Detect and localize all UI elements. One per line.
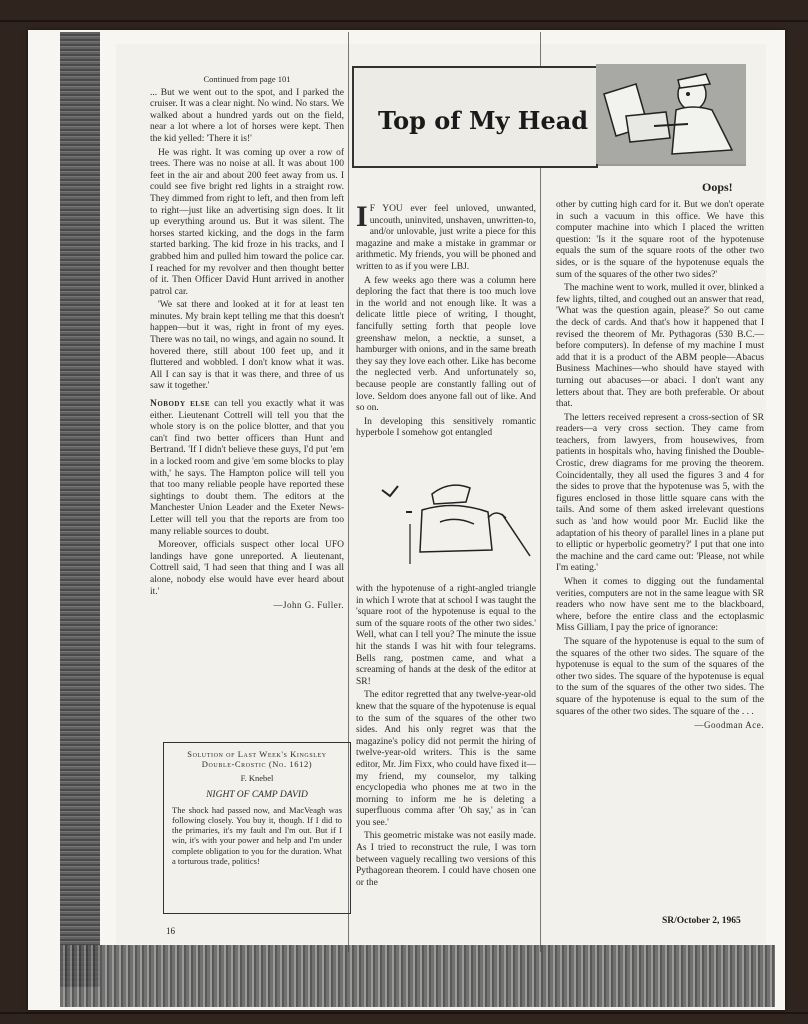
byline: —Goodman Ace. — [694, 720, 764, 731]
middle-column-lower — [356, 584, 536, 914]
paragraph: A few weeks ago there was a column here deploring the fact that there is too much love in the world and not enough like. It was a delicate little piece of writing, I thought, fancifully setting forth that people love greenshaw melon, a necktie, a sunset, a hamburger with onions, and in the same breath they say they love each other. Like has become the neglected verb. And unfortunately so, because people are constantly falling out of love. Seldom does anyone fall out of like. And so on. — [356, 275, 536, 414]
copier-edge-shadow — [60, 32, 100, 987]
table-plank — [0, 20, 808, 22]
doodle-cartoon — [370, 478, 540, 578]
page-number: 16 — [166, 926, 175, 936]
paragraph: The square of the hypotenuse is equal to the sum of the squares of the other two sides. The square of the hypotenuse is equal to the sum of the squares of the other two sides. The square of the hypotenuse is equal to the sum of the squares of the other two sides. The square of the hypotenuse is equal to the sum of the squares of the other two sides. The square of the . . . — [556, 636, 764, 717]
paragraph: other by cutting high card for it. But we don't operate in such a vacuum in this office. We have this computer machine into which I placed the written question: 'Is it the square root of the hypotenuse equals the sum of the square roots of the other two sides, or is the square of the hypotenuse equals the sum of the squares of the other two sides?' — [556, 200, 764, 280]
crostic-author: F. Knebel — [240, 773, 274, 784]
continued-note: Continued from page 101 — [203, 74, 291, 84]
section-title: Top of My Head — [378, 106, 589, 135]
drop-cap: I — [356, 204, 368, 233]
paragraph: In developing this sensitively romantic hyperbole I somehow got entangled — [356, 416, 536, 439]
paragraph: He was right. It was coming up over a row of trees. There was no noise at all. It was about 100 feet in the air and about 200 feet away from us. I could see five bright red lights in a straight row. They dimmed from right to left, and then from left to right—just like an advertising sign does. It lit up everything around us. But it was silent. The horses started kicking, and the dogs in the farm started barking. The kid froze in his tracks, and I grabbed him and pulled him toward the police car. I reached for my revolver and then thought better of it. Then Officer David Hunt arrived in another patrol car. — [150, 147, 344, 297]
paragraph: When it comes to digging out the fundamental verities, computers are not in the same league with SR readers who now have sent me to the blackboard, where, before the entire class and the ectoplasmic Miss Gilliam, I pay the price of ignorance: — [556, 577, 764, 634]
paragraph — [150, 399, 344, 538]
paragraph: Moreover, officials suspect other local UFO landings have gone unreported. A lieutenant, Cottrell said, 'I had seen that thing and I was all alone, nobody else would have ever heard about it.' — [150, 540, 344, 597]
right-column — [556, 200, 764, 906]
crostic-work-title: NIGHT OF CAMP DAVID — [206, 789, 308, 800]
paragraph — [356, 204, 536, 274]
sub-heading: Oops! — [702, 180, 733, 194]
lead-in: Nobody else — [150, 399, 210, 410]
table-plank — [0, 1012, 808, 1014]
crostic-text: The shock had passed now, and MacVeagh was following closely. You buy it, though. If I did to the primaries, it's my fault and I'm out. But if I win, it's with your power and help and I'm under complete obligation to you for the duration. What a torturous trade, politics! — [172, 804, 342, 866]
column-divider — [540, 32, 541, 952]
paragraph: 'We sat there and looked at it for at least ten minutes. My brain kept telling me that this doesn't happen—but it was, right in front of my eyes. There was no tail, no wings, and again no sound. It hovered there, still about 100 feet up, and it fluttered and wobbled. I don't know what it was. All I can say is that it was there, and three of us saw it together.' — [150, 300, 344, 392]
paragraph: This geometric mistake was not easily made. As I tried to reconstruct the rule, I was torn between vaguely recalling two versions of this Pythagorean theorem. I could have chosen one or the — [356, 831, 536, 888]
paragraph-text: F YOU ever feel unloved, unwanted, uncouth, uninvited, unshaven, unwritten-to, and/or unlovable, just write a piece for this magazine and make a mistake in grammar or arithmetic. My friends, you will be phoned and written to as if you were LBJ. — [356, 204, 536, 272]
crostic-solution-box — [163, 742, 351, 914]
left-column — [150, 74, 344, 726]
copier-bottom-shadow — [60, 945, 775, 1007]
header-cartoon-illustration — [596, 64, 746, 164]
paragraph: The editor regretted that any twelve-year-old knew that the square of the hypotenuse is equal to the sum of the squares of the other two sides. And his only regret was that the magazine's policy did not permit the hiring of twelve-year-old writers. This is the same editor, Mr. Jim Fixx, who could have fixed it—my friend, my counselor, my talking encyclopedia who phones me at two in the morning to inform me he is deleting a superfluous comma after 'Oh say,' as in 'can you see.' — [356, 690, 536, 828]
paragraph: The letters received represent a cross-section of SR readers—a very cross section. They came from teachers, from lawyers, from housewives, from patients in hospitals who, having finished the Double-Crostic, drew diagrams for me proving the theorem. Coincidentally, they all used the figures 3 and 4 for the sides to prove that the hypotenuse was 5, with the figures enclosed in those little square cans with the tails. And some of them asked irrelevant questions such as 'and how would poor Mr. Euclid like the adaptation of his theory of parallel lines in a plane put to elliptic or hyperbolic geometry?' I put that one into the machine and the card came out: 'Please, not while I'm eating.' — [556, 412, 764, 574]
crostic-title: Solution of Last Week's Kingsley Double-Crostic (No. 1612) — [187, 749, 327, 770]
paragraph: ... But we went out to the spot, and I parked the cruiser. It was a clear night. No wind. No stars. We walked about a hundred yards out on the field, near a lot where a lot of horses were kept. Then the kid yelled: 'There it is!' — [150, 87, 344, 144]
byline: —John G. Fuller. — [273, 600, 344, 611]
middle-column-upper — [356, 204, 536, 476]
paragraph: The machine went to work, mulled it over, blinked a few lights, tilted, and coughed out an answer that read, 'What was the question again, please?' So out came the deck of cards. And that's how it happened that I revised the theorem of Mr. Pythagoras (530 B.C.—before computers). In defense of my machine I must add that it is a product of the ABM people—Abacus Business Machines—who should have stayed with turning out abacuses—or abaci. I don't want any letters about that. They are both preferable. Or about that. — [556, 283, 764, 410]
paragraph-text: can tell you exactly what it was either. Lieutenant Cottrell will tell you that the whole story is on the police blotter, and that you can't find two better officers than Hunt and Bertrand. 'If I didn't believe these guys, I'd put 'em in a locked room and give 'em some blocks to play with,' he says. The Hampton police will tell you that too many reliable people have reported these sightings to doubt them. The editors at the Manchester Union Leader and the Exeter News-Letter will tell you that the reports are from too many reliable sources to doubt. — [150, 399, 344, 537]
issue-date: SR/October 2, 1965 — [662, 916, 741, 926]
paragraph: with the hypotenuse of a right-angled triangle in which I wrote that at school I was taught the 'square root of the hypotenuse is equal to the sum of the square roots of the other two sides.' Well, what can I tell you? The minute the issue hit the stands I was hit with four telegrams. Bells rang, postmen came, and what a screaming of hands at the desk of the editor at SR! — [356, 584, 536, 687]
